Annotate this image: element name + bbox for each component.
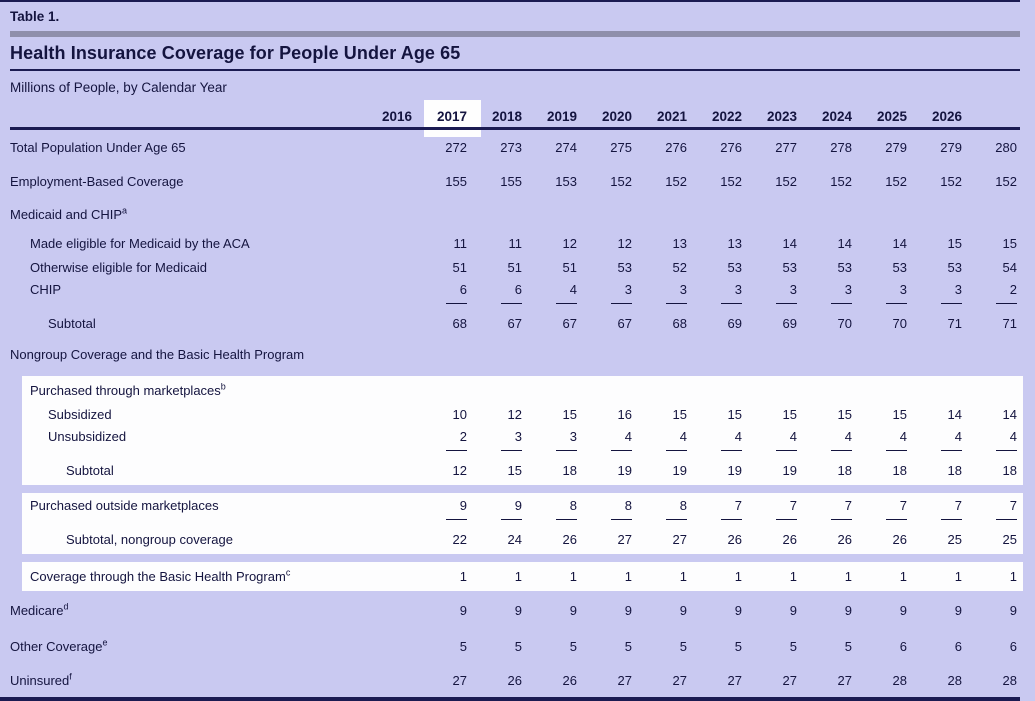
value-cell: 27 xyxy=(452,672,467,688)
value-cell: 53 xyxy=(617,259,632,275)
value-cell: 152 xyxy=(885,173,907,189)
value-cell: 9 xyxy=(679,602,687,618)
row-label: Medicare$^d$ xyxy=(10,601,69,618)
value-cell: 275 xyxy=(610,139,632,155)
value-cell: 71 xyxy=(1002,316,1017,331)
value-cell: 152 xyxy=(610,173,632,189)
value-cell: 26 xyxy=(782,532,797,547)
value-cell xyxy=(635,279,690,304)
value-cell: 51 xyxy=(507,259,522,275)
value-cell xyxy=(745,426,800,451)
table-row xyxy=(22,402,1023,426)
table-row xyxy=(22,495,1023,527)
value-cell: 19 xyxy=(672,463,687,478)
value-cell: 51 xyxy=(562,259,577,275)
value-cell: 67 xyxy=(507,316,522,331)
value-cell: 53 xyxy=(837,259,852,275)
value-cell: 12 xyxy=(562,235,577,251)
value-cell: 1 xyxy=(899,569,907,584)
value-cell xyxy=(580,495,635,520)
footnote-marker: c xyxy=(285,567,291,578)
value-cell: 70 xyxy=(892,316,907,331)
value-cell: 26 xyxy=(892,532,907,547)
value-cell: 15 xyxy=(837,406,852,422)
value-cell xyxy=(635,426,690,451)
value-cell xyxy=(690,495,745,520)
row-label: Otherwise eligible for Medicaid xyxy=(30,259,208,275)
value-cell xyxy=(800,426,855,451)
value-cell: 155 xyxy=(500,173,522,189)
table-row xyxy=(0,231,1035,255)
value-cell: 53 xyxy=(892,259,907,275)
value-cell: 5 xyxy=(679,638,687,654)
row-label: Other Coverage$^e$ xyxy=(10,637,108,654)
value-cell: 15 xyxy=(782,406,797,422)
value-cell: 277 xyxy=(775,139,797,155)
summed-value: 3 xyxy=(941,281,962,304)
value-cell: 11 xyxy=(453,235,467,251)
value-cell: 152 xyxy=(775,173,797,189)
value-cell xyxy=(855,426,910,451)
value-cell: 15 xyxy=(1002,235,1017,251)
value-cell: 1 xyxy=(954,569,962,584)
row-label: Purchased through marketplaces$^b$ xyxy=(30,381,226,398)
table-row xyxy=(0,130,1035,164)
value-cell: 6 xyxy=(954,638,962,654)
year-header-2021: 2021 xyxy=(656,109,687,124)
value-cell: 5 xyxy=(624,638,632,654)
value-cell: 13 xyxy=(672,235,687,251)
summed-value: 4 xyxy=(996,428,1017,451)
value-cell xyxy=(910,426,965,451)
summed-value: 4 xyxy=(776,428,797,451)
summed-value: 4 xyxy=(941,428,962,451)
row-label: Total Population Under Age 65 xyxy=(10,139,186,155)
value-cell: 1 xyxy=(459,569,467,584)
value-cell: 25 xyxy=(1002,532,1017,547)
table-row xyxy=(0,198,1035,231)
summed-value: 7 xyxy=(776,497,797,520)
value-cell xyxy=(965,279,1020,304)
table-row xyxy=(22,378,1023,402)
row-label: Subtotal xyxy=(48,316,96,331)
value-cell: 9 xyxy=(954,602,962,618)
summed-value: 4 xyxy=(886,428,907,451)
value-cell xyxy=(745,279,800,304)
value-cell xyxy=(470,426,525,451)
row-label: Uninsured$^f$ xyxy=(10,671,72,688)
summed-value: 7 xyxy=(886,497,907,520)
value-cell: 152 xyxy=(830,173,852,189)
table-number-label: Table 1. xyxy=(10,9,60,24)
year-header-2018: 2018 xyxy=(491,109,522,124)
summed-value: 7 xyxy=(831,497,852,520)
value-cell xyxy=(470,495,525,520)
value-cell xyxy=(690,279,745,304)
row-label: Subtotal xyxy=(66,463,114,478)
table-row xyxy=(22,564,1023,589)
value-cell: 16 xyxy=(617,406,632,422)
value-cell: 9 xyxy=(459,602,467,618)
table-body xyxy=(0,130,1035,697)
year-header-2023: 2023 xyxy=(766,109,797,124)
summed-value: 3 xyxy=(556,428,577,451)
value-cell xyxy=(855,279,910,304)
value-cell: 14 xyxy=(837,235,852,251)
value-cell xyxy=(690,426,745,451)
value-cell: 155 xyxy=(445,173,467,189)
value-cell xyxy=(580,279,635,304)
summed-value: 2 xyxy=(446,428,467,451)
value-cell: 152 xyxy=(720,173,742,189)
year-header-2026: 2026 xyxy=(931,109,962,124)
title-rule xyxy=(10,69,1020,71)
value-cell: 10 xyxy=(452,406,467,422)
page-title: Health Insurance Coverage for People Under Age 65 xyxy=(10,43,461,63)
value-cell: 69 xyxy=(727,316,742,331)
row-label: Employment-Based Coverage xyxy=(10,173,184,189)
value-cell: 18 xyxy=(1002,463,1017,478)
row-label: Nongroup Coverage and the Basic Health Program xyxy=(10,346,305,362)
row-label: CHIP xyxy=(30,282,62,297)
summed-value: 3 xyxy=(721,281,742,304)
summed-value: 3 xyxy=(831,281,852,304)
summed-value: 4 xyxy=(556,281,577,304)
value-cell: 27 xyxy=(617,672,632,688)
value-cell: 9 xyxy=(514,602,522,618)
value-cell: 1 xyxy=(569,569,577,584)
value-cell: 18 xyxy=(947,463,962,478)
bottom-rule xyxy=(0,697,1020,701)
value-cell: 53 xyxy=(727,259,742,275)
value-cell xyxy=(580,426,635,451)
summed-value: 8 xyxy=(611,497,632,520)
year-header-2016: 2016 xyxy=(381,109,412,124)
value-cell: 9 xyxy=(734,602,742,618)
summed-value: 7 xyxy=(941,497,962,520)
summed-value: 4 xyxy=(611,428,632,451)
summed-value: 3 xyxy=(886,281,907,304)
value-cell: 1 xyxy=(514,569,522,584)
year-header-2025: 2025 xyxy=(876,109,907,124)
header-rule xyxy=(10,127,1020,130)
summed-value: 4 xyxy=(831,428,852,451)
value-cell: 53 xyxy=(782,259,797,275)
value-cell: 9 xyxy=(899,602,907,618)
year-header-2019: 2019 xyxy=(546,109,577,124)
value-cell: 1 xyxy=(679,569,687,584)
table-row xyxy=(0,279,1035,311)
value-cell: 12 xyxy=(507,406,522,422)
row-label: Subtotal, nongroup coverage xyxy=(66,532,233,547)
value-cell xyxy=(525,426,580,451)
value-cell: 18 xyxy=(562,463,577,478)
value-cell: 19 xyxy=(617,463,632,478)
value-cell: 14 xyxy=(1002,406,1017,422)
value-cell: 276 xyxy=(720,139,742,155)
table-row xyxy=(0,164,1035,198)
value-cell: 1 xyxy=(844,569,852,584)
value-cell: 279 xyxy=(940,139,962,155)
gray-divider-bar xyxy=(10,31,1020,37)
value-cell: 153 xyxy=(555,173,577,189)
value-cell: 28 xyxy=(1002,672,1017,688)
value-cell: 24 xyxy=(507,532,522,547)
value-cell: 28 xyxy=(892,672,907,688)
row-label: Subsidized xyxy=(48,406,112,422)
value-cell: 152 xyxy=(995,173,1017,189)
summed-value: 7 xyxy=(996,497,1017,520)
value-cell: 15 xyxy=(672,406,687,422)
value-cell: 5 xyxy=(789,638,797,654)
value-cell: 68 xyxy=(672,316,687,331)
value-cell: 13 xyxy=(727,235,742,251)
value-cell: 278 xyxy=(830,139,852,155)
table-row xyxy=(22,458,1023,483)
value-cell: 272 xyxy=(445,139,467,155)
summed-value: 4 xyxy=(666,428,687,451)
value-cell: 9 xyxy=(844,602,852,618)
value-cell: 26 xyxy=(837,532,852,547)
value-cell xyxy=(910,279,965,304)
value-cell: 1 xyxy=(624,569,632,584)
value-cell: 9 xyxy=(569,602,577,618)
value-cell: 54 xyxy=(1002,259,1017,275)
value-cell: 25 xyxy=(947,532,962,547)
year-header-row xyxy=(0,103,1035,127)
value-cell: 19 xyxy=(782,463,797,478)
value-cell xyxy=(745,495,800,520)
table-row xyxy=(0,311,1035,336)
summed-value: 3 xyxy=(611,281,632,304)
value-cell: 274 xyxy=(555,139,577,155)
value-cell: 6 xyxy=(1009,638,1017,654)
value-cell: 26 xyxy=(562,672,577,688)
value-cell xyxy=(855,495,910,520)
value-cell: 15 xyxy=(947,235,962,251)
value-cell: 69 xyxy=(782,316,797,331)
value-cell: 14 xyxy=(782,235,797,251)
summed-value: 9 xyxy=(446,497,467,520)
value-cell xyxy=(415,495,470,520)
value-cell: 5 xyxy=(459,638,467,654)
value-cell xyxy=(415,426,470,451)
summed-value: 7 xyxy=(721,497,742,520)
value-cell xyxy=(635,495,690,520)
value-cell: 27 xyxy=(672,532,687,547)
value-cell: 67 xyxy=(562,316,577,331)
value-cell: 9 xyxy=(789,602,797,618)
value-cell: 27 xyxy=(672,672,687,688)
row-label: Purchased outside marketplaces xyxy=(30,498,219,513)
year-header-2017: 2017 xyxy=(436,109,467,124)
value-cell: 26 xyxy=(562,532,577,547)
value-cell: 15 xyxy=(727,406,742,422)
value-cell: 68 xyxy=(452,316,467,331)
value-cell: 273 xyxy=(500,139,522,155)
value-cell: 6 xyxy=(899,638,907,654)
value-cell: 27 xyxy=(617,532,632,547)
table-row xyxy=(0,255,1035,279)
value-cell: 5 xyxy=(569,638,577,654)
white-panel-box2 xyxy=(22,493,1023,554)
value-cell: 27 xyxy=(782,672,797,688)
value-cell xyxy=(525,495,580,520)
row-label: Made eligible for Medicaid by the ACA xyxy=(30,235,250,251)
value-cell: 14 xyxy=(947,406,962,422)
footnote-marker: b xyxy=(220,381,226,392)
value-cell: 12 xyxy=(617,235,632,251)
white-panel-box1 xyxy=(22,376,1023,485)
year-header-2020: 2020 xyxy=(601,109,632,124)
table-subtitle: Millions of People, by Calendar Year xyxy=(10,80,227,95)
row-label: Medicaid and CHIP$^a$ xyxy=(10,205,128,222)
summed-value: 9 xyxy=(501,497,522,520)
table-row xyxy=(0,629,1035,663)
value-cell: 28 xyxy=(947,672,962,688)
footnote-marker: d xyxy=(63,601,69,612)
value-cell: 15 xyxy=(507,463,522,478)
value-cell: 1 xyxy=(734,569,742,584)
summed-value: 3 xyxy=(501,428,522,451)
value-cell: 27 xyxy=(837,672,852,688)
row-label: Coverage through the Basic Health Program$^c$ xyxy=(30,567,291,584)
summed-value: 3 xyxy=(666,281,687,304)
value-cell xyxy=(965,495,1020,520)
summed-value: 4 xyxy=(721,428,742,451)
value-cell xyxy=(965,426,1020,451)
summed-value: 2 xyxy=(996,281,1017,304)
value-cell: 51 xyxy=(452,259,467,275)
value-cell: 11 xyxy=(508,235,522,251)
value-cell: 19 xyxy=(727,463,742,478)
row-label: Unsubsidized xyxy=(48,429,127,444)
value-cell: 5 xyxy=(734,638,742,654)
table-row xyxy=(0,663,1035,697)
value-cell: 53 xyxy=(947,259,962,275)
table-row xyxy=(0,591,1035,629)
value-cell xyxy=(525,279,580,304)
value-cell: 152 xyxy=(940,173,962,189)
year-header-2022: 2022 xyxy=(711,109,742,124)
summed-value: 3 xyxy=(776,281,797,304)
summed-value: 8 xyxy=(666,497,687,520)
value-cell xyxy=(800,495,855,520)
value-cell: 52 xyxy=(672,259,687,275)
value-cell: 280 xyxy=(995,139,1017,155)
value-cell xyxy=(470,279,525,304)
value-cell: 14 xyxy=(892,235,907,251)
value-cell: 26 xyxy=(507,672,522,688)
value-cell: 71 xyxy=(947,316,962,331)
value-cell: 5 xyxy=(844,638,852,654)
footnote-marker: e xyxy=(102,637,108,648)
value-cell: 67 xyxy=(617,316,632,331)
value-cell: 1 xyxy=(1009,569,1017,584)
table-row xyxy=(22,527,1023,552)
value-cell: 276 xyxy=(665,139,687,155)
footnote-marker: f xyxy=(69,671,72,682)
value-cell: 22 xyxy=(452,532,467,547)
white-panel-box3 xyxy=(22,562,1023,591)
summed-value: 6 xyxy=(501,281,522,304)
value-cell: 18 xyxy=(892,463,907,478)
table-row xyxy=(0,336,1035,372)
value-cell: 27 xyxy=(727,672,742,688)
value-cell: 26 xyxy=(727,532,742,547)
footnote-marker: a xyxy=(122,205,128,216)
value-cell: 152 xyxy=(665,173,687,189)
summed-value: 6 xyxy=(446,281,467,304)
value-cell: 15 xyxy=(562,406,577,422)
year-header-2024: 2024 xyxy=(821,109,852,124)
summed-value: 8 xyxy=(556,497,577,520)
value-cell: 9 xyxy=(624,602,632,618)
value-cell: 1 xyxy=(789,569,797,584)
value-cell: 15 xyxy=(892,406,907,422)
value-cell: 12 xyxy=(452,463,467,478)
table-row xyxy=(22,426,1023,458)
value-cell: 9 xyxy=(1009,602,1017,618)
value-cell: 70 xyxy=(837,316,852,331)
value-cell: 5 xyxy=(514,638,522,654)
value-cell xyxy=(415,279,470,304)
value-cell: 279 xyxy=(885,139,907,155)
value-cell: 18 xyxy=(837,463,852,478)
value-cell xyxy=(800,279,855,304)
value-cell xyxy=(910,495,965,520)
